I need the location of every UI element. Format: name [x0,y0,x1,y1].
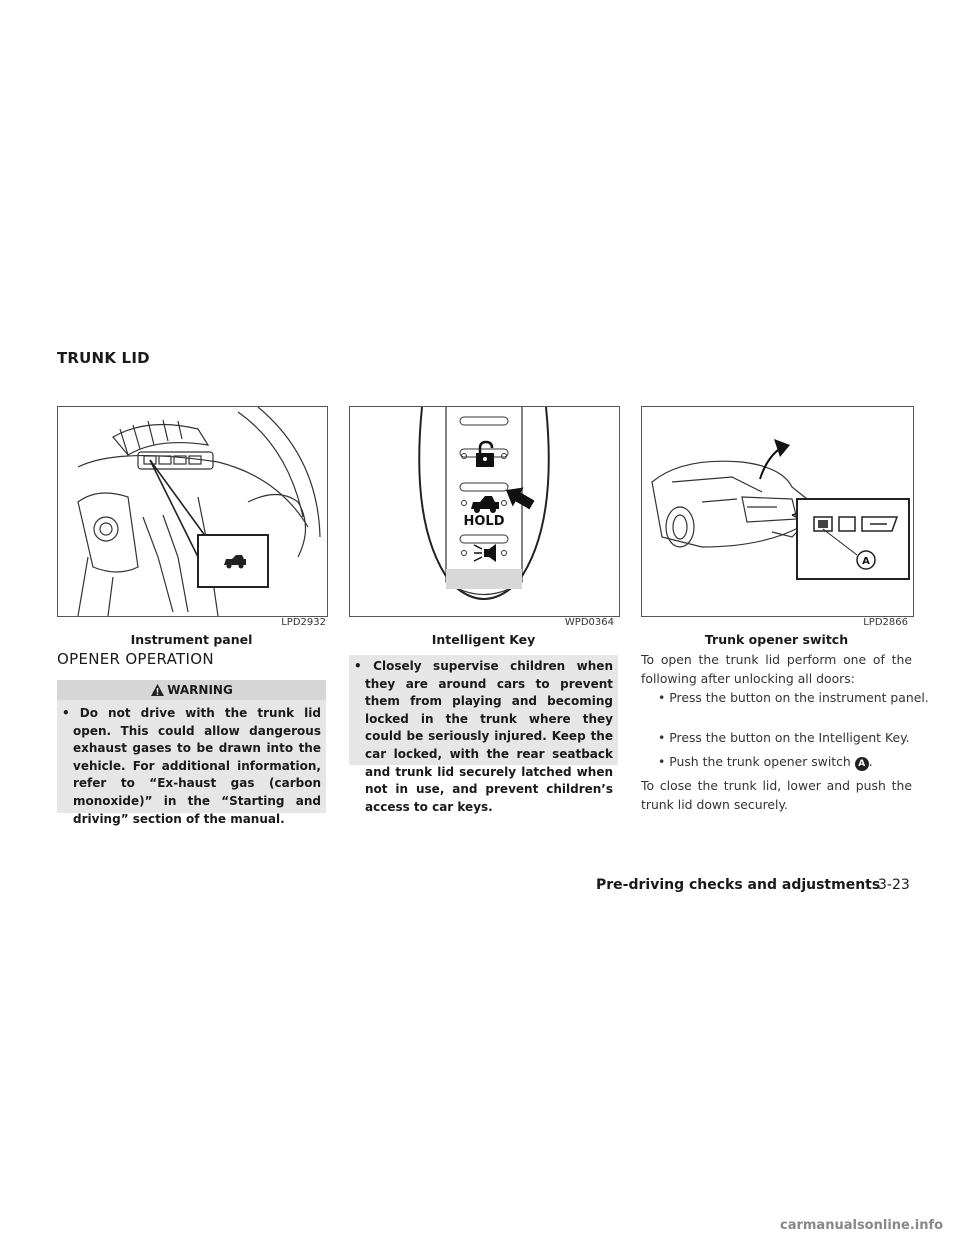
unlock-icon [476,442,494,467]
figure-instrument-panel [57,406,328,617]
figure-caption-3: Trunk opener switch [704,632,849,647]
step-trunk-opener-switch [648,752,932,771]
hold-label: HOLD [463,514,505,529]
figure-caption-2: Intelligent Key [431,632,536,647]
close-instruction-text: To close the trunk lid, lower and push the trunk lid down securely. [641,778,912,812]
instrument-panel-illustration [58,407,327,616]
warning-box [57,680,326,826]
trunk-icon [471,496,499,513]
step-instrument-panel: • Press the button on the instrument panel. [658,690,929,705]
footer-page-number: 3-23 [878,877,910,893]
callout-a-icon: A [855,757,869,771]
figure-intelligent-key [349,406,620,617]
opener-operation-heading: OPENER OPERATION [57,650,214,668]
warning-header [57,680,326,700]
figure-id-1: LPD2932 [281,617,326,628]
figure-caption-1: Instrument panel [130,632,253,647]
warning-label: WARNING [167,683,233,697]
step-trunk-opener-text: • Push the trunk opener switch [658,754,851,769]
warning-text-2: • Closely supervise children when they are around cars to prevent them from playing and becoming locked in the trunk where they could be seriously injured. Keep the car locked, with the rear seatback and trunk lid securely latched when not in use, and prevent children’s access to car keys. [354,659,613,814]
step-suffix: . [868,754,873,769]
warning-text-1: • Do not drive with the trunk lid open. This could allow dangerous exhaust gases to be drawn into the vehicle. For additional information, refer to “Ex-haust gas (carbon monoxide)” in the “Starting and driving” section of the manual. [62,706,321,826]
warning-box-continued [349,655,618,814]
figure-trunk-opener-switch [641,406,914,617]
open-intro-text: To open the trunk lid perform one of the following after unlocking all doors: [641,652,912,686]
trunk-opener-illustration [642,407,913,616]
watermark: carmanualsonline.info [780,1218,944,1233]
section-title: TRUNK LID [57,349,150,367]
figure-id-3: LPD2866 [863,617,908,628]
panic-alarm-icon [474,544,496,562]
footer-section-title: Pre-driving checks and adjustments [596,877,881,893]
figure-id-2: WPD0364 [564,617,614,628]
intelligent-key-illustration [350,407,619,616]
warning-icon [150,683,165,697]
step-intelligent-key: • Press the button on the Intelligent Key. [658,730,910,745]
callout-a-label: A [862,556,870,567]
